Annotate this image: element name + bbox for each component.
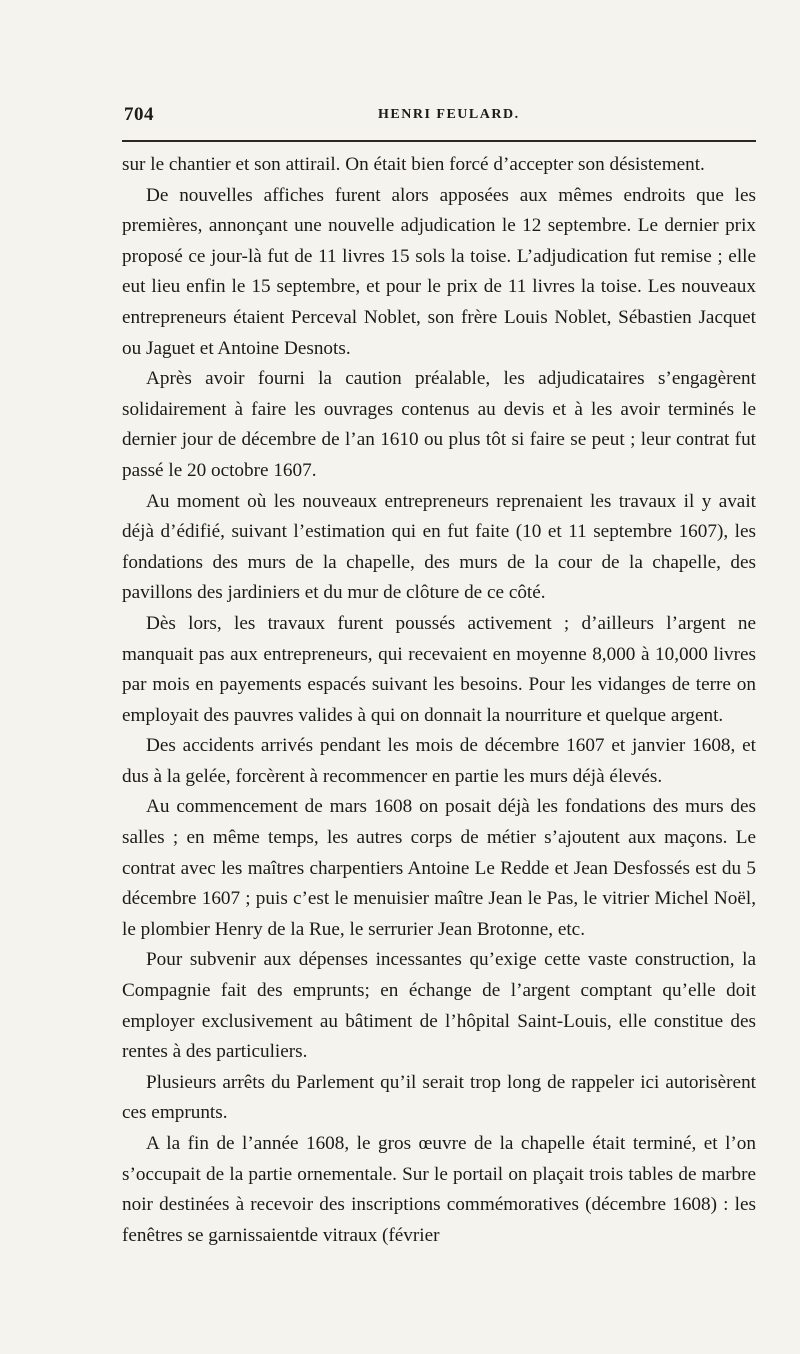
page-number: 704 xyxy=(124,104,154,125)
paragraph: Au moment où les nouveaux entrepreneurs reprenaient les travaux il y avait déjà d’édifié, suivant l’estimation qui en fut faite (10 et 11 septembre 1607), les fondations des murs de la chapelle, des murs de la cour de la chapelle, des pavillons des jardiniers et du mur de clôture de ce côté. xyxy=(122,490,756,604)
header-rule xyxy=(122,140,756,142)
body-text xyxy=(122,150,756,1251)
paragraph-continued: sur le chantier et son attirail. On était bien forcé d’accepter son désistement. xyxy=(122,154,705,175)
paragraph: De nouvelles affiches furent alors apposées aux mêmes endroits que les premières, annonçant une nouvelle adjudication le 12 septembre. Le dernier prix proposé ce jour-là fut de 11 livres 15 sols la toise. L’adjudication fut remise ; elle eut lieu enfin le 15 septembre, et pour le prix de 11 livres la toise. Les nouveaux entrepreneurs étaient Perceval Noblet, son frère Louis Noblet, Sébastien Jacquet ou Jaguet et Antoine Desnots. xyxy=(122,184,756,359)
paragraph: Dès lors, les travaux furent poussés activement ; d’ailleurs l’argent ne manquait pas aux entrepreneurs, qui recevaient en moyenne 8,000 à 10,000 livres par mois en payements espacés suivant les besoins. Pour les vidanges de terre on employait des pauvres valides à qui on donnait la nourriture et quelque argent. xyxy=(122,612,756,726)
paragraph: Pour subvenir aux dépenses incessantes qu’exige cette vaste construction, la Compagnie fait des emprunts; en échange de l’argent comptant qu’elle doit employer exclusivement au bâtiment de l’hôpital Saint-Louis, elle constitue des rentes à des particuliers. xyxy=(122,949,756,1063)
paragraph: Après avoir fourni la caution préalable, les adjudicataires s’engagèrent solidairement à faire les ouvrages contenus au devis et à les avoir terminés le dernier jour de décembre de l’an 1610 ou plus tôt si faire se peut ; leur contrat fut passé le 20 octobre 1607. xyxy=(122,368,756,481)
paragraph: Des accidents arrivés pendant les mois de décembre 1607 et janvier 1608, et dus à la gelée, forcèrent à recommencer en partie les murs déjà élevés. xyxy=(122,735,756,787)
paragraph: Au commencement de mars 1608 on posait déjà les fondations des murs des salles ; en même temps, les autres corps de métier s’ajoutent aux maçons. Le contrat avec les maîtres charpentiers Antoine Le Redde et Jean Desfossés est du 5 décembre 1607 ; puis c’est le menuisier maître Jean le Pas, le vitrier Michel Noël, le plombier Henry de la Rue, le serrurier Jean Brotonne, etc. xyxy=(122,796,756,940)
running-head: HENRI FEULARD. xyxy=(378,107,520,122)
paragraph: A la fin de l’année 1608, le gros œuvre de la chapelle était terminé, et l’on s’occupait de la partie ornementale. Sur le portail on plaçait trois tables de marbre noir destinées à recevoir des inscriptions commémoratives (décembre 1608) : les fenêtres se garnissaientde vitraux (février xyxy=(122,1133,756,1246)
page-header xyxy=(122,104,756,134)
paragraph: Plusieurs arrêts du Parlement qu’il serait trop long de rappeler ici autorisèrent ces emprunts. xyxy=(122,1071,756,1124)
